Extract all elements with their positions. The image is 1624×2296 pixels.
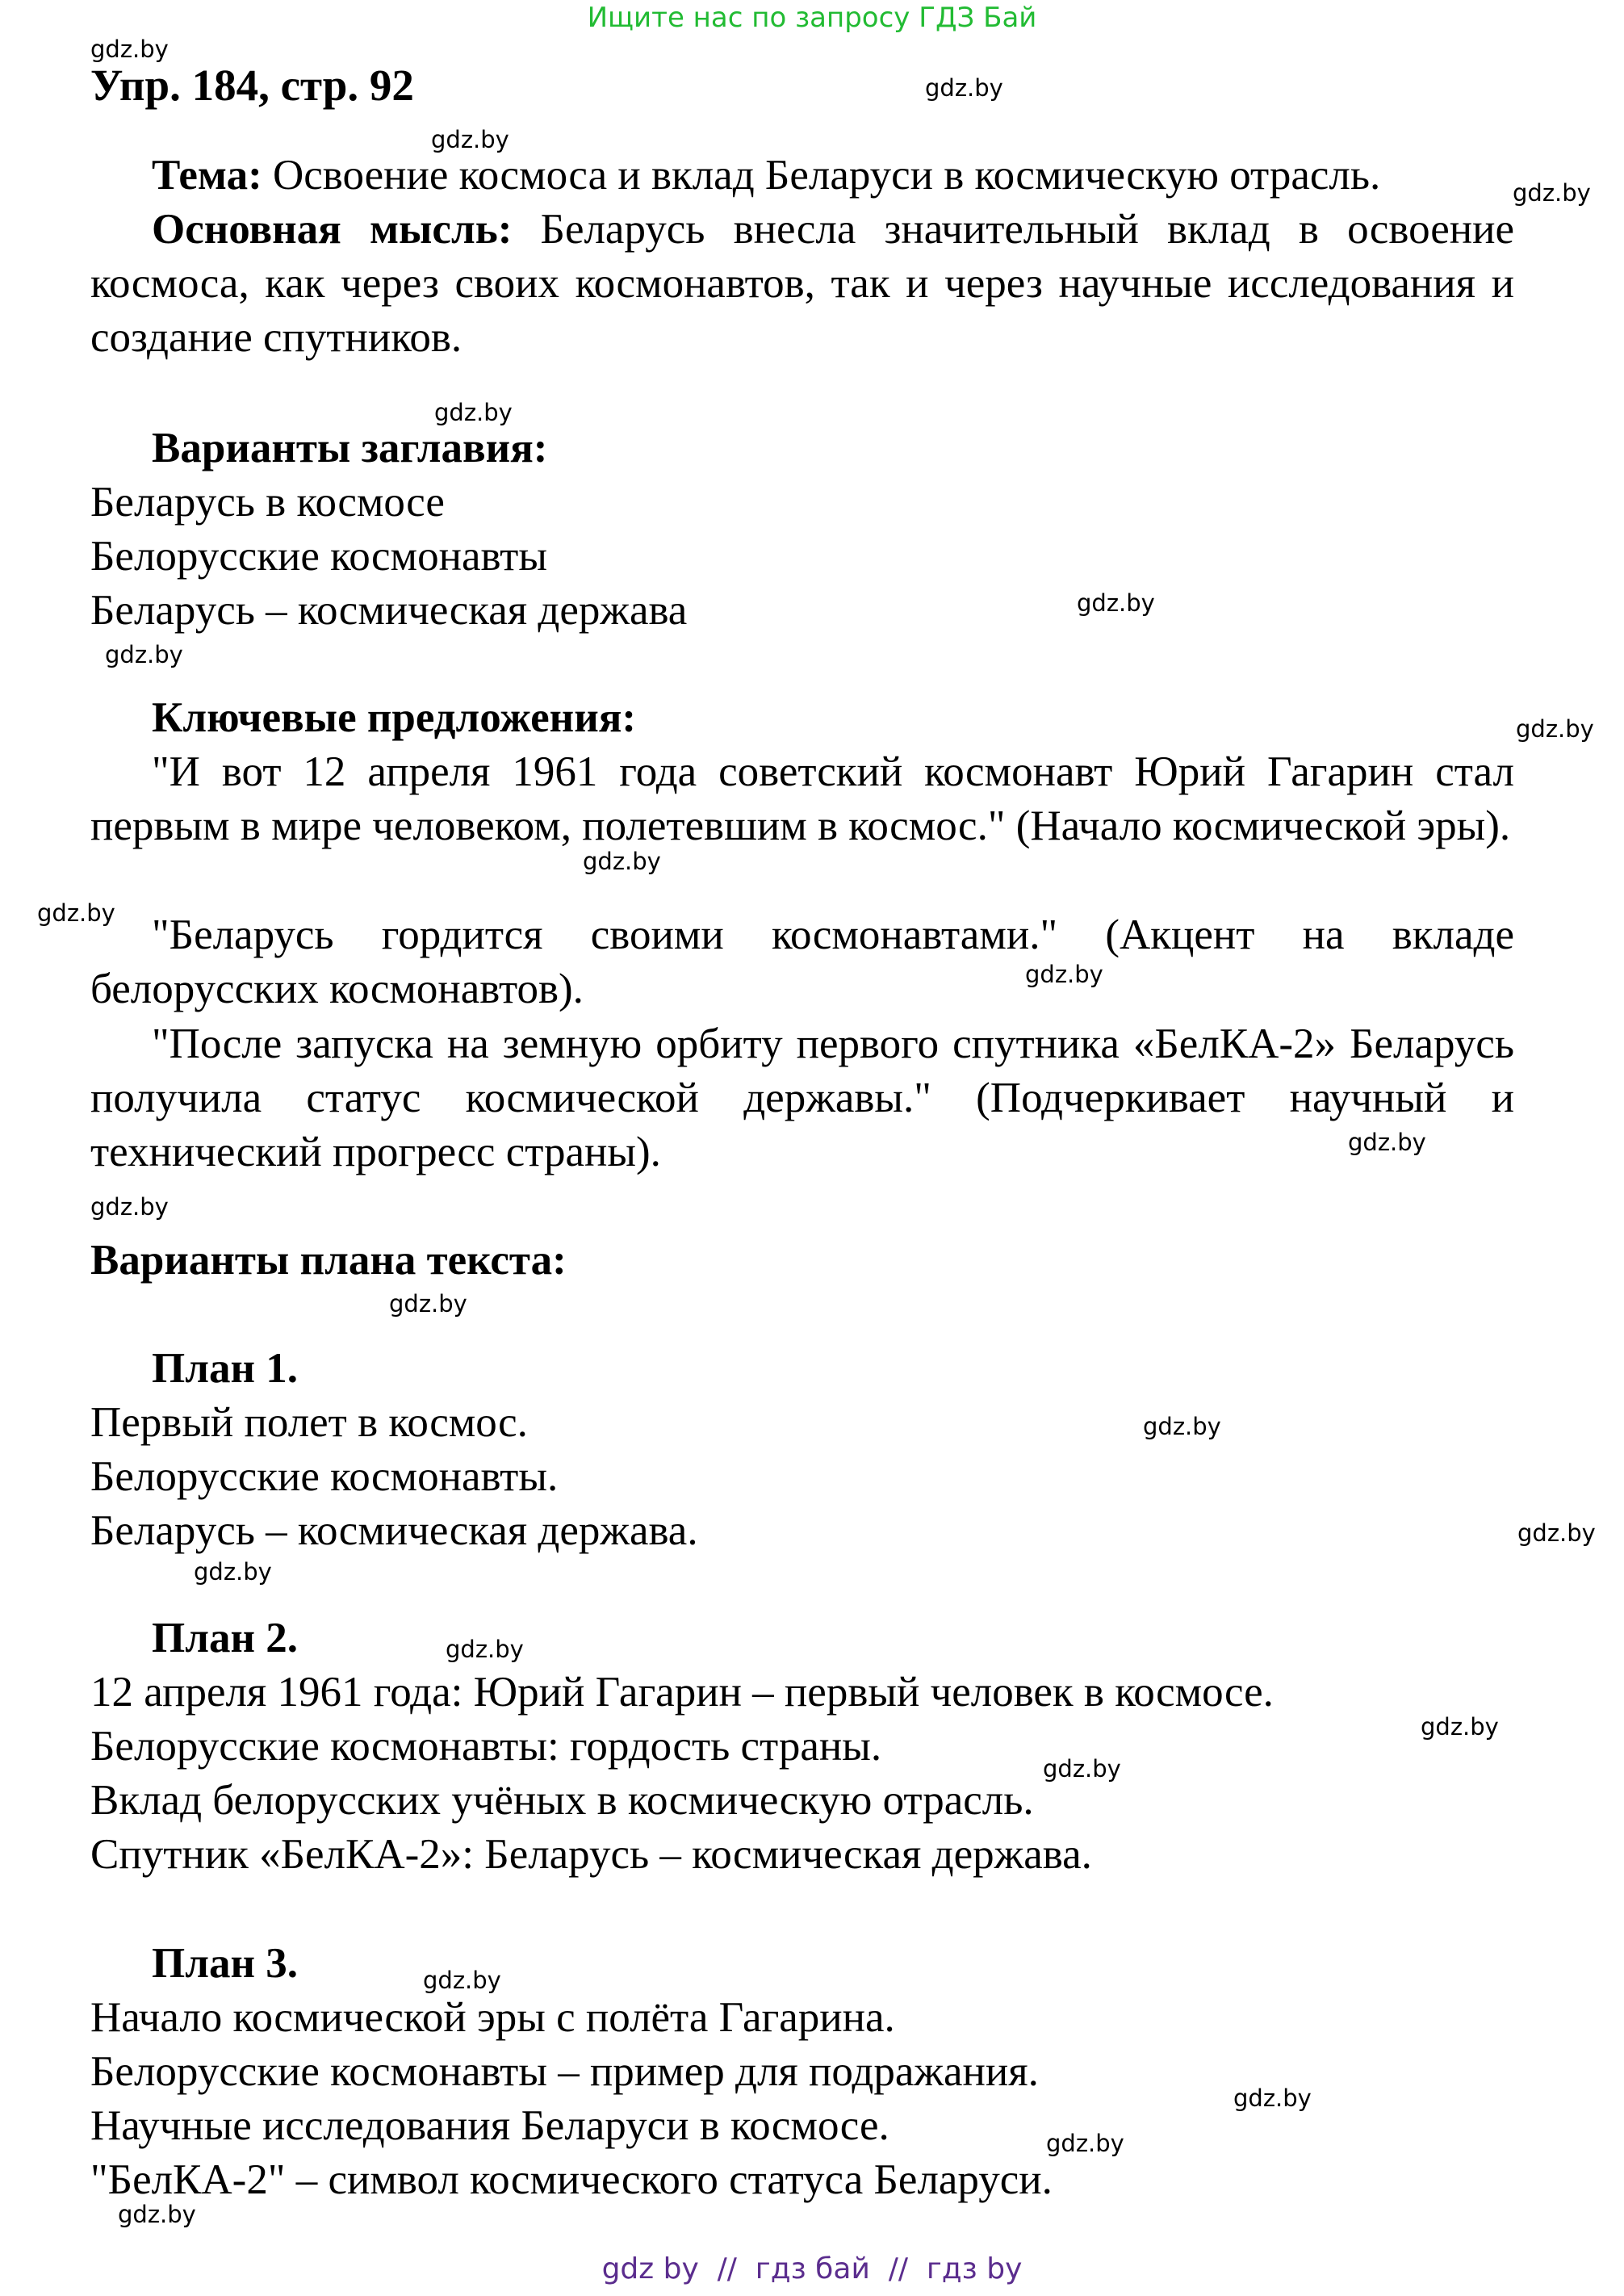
title-variant: Беларусь – космическая держава	[90, 587, 688, 634]
watermark: gdz.by	[1046, 2130, 1124, 2157]
main-idea-label: Основная мысль:	[152, 206, 513, 253]
plan-item: "БелКА-2" – символ космического статуса Беларуси.	[90, 2156, 1053, 2203]
plan-item: Спутник «БелКА-2»: Беларусь – космическая держава.	[90, 1831, 1092, 1878]
plan-title: План 3.	[152, 1940, 298, 1987]
main-idea-paragraph	[90, 203, 1514, 365]
plan-title: План 1.	[152, 1345, 298, 1392]
watermark: gdz.by	[90, 1193, 169, 1221]
watermark: gdz.by	[1348, 1129, 1426, 1156]
plan-item: Белорусские космонавты.	[90, 1453, 559, 1500]
watermark: gdz.by	[1143, 1413, 1221, 1440]
plan-item: Научные исследования Беларуси в космосе.	[90, 2102, 889, 2149]
plan-variants-label: Варианты плана текста:	[90, 1237, 567, 1284]
watermark: gdz.by	[1077, 589, 1155, 617]
watermark: gdz.by	[1421, 1713, 1499, 1741]
watermark: gdz.by	[583, 848, 661, 875]
plan-item: Начало космической эры с полёта Гагарина.	[90, 1994, 895, 2041]
watermark: gdz.by	[1233, 2084, 1312, 2112]
main-idea-text: Беларусь внесла значительный вклад в освоение космоса, как через своих космонавтов, так и через научные исследования и создание спутников.	[90, 206, 1514, 361]
plan-item: Белорусские космонавты: гордость страны.	[90, 1723, 882, 1770]
plan-item: Белорусские космонавты – пример для подражания.	[90, 2048, 1039, 2095]
key-sentences-label: Ключевые предложения:	[152, 694, 637, 741]
key-sentence: "И вот 12 апреля 1961 года советский космонавт Юрий Гагарин стал первым в мире человеком, полетевшим в космос." (Начало космической эры).	[90, 748, 1514, 849]
exercise-heading: Упр. 184, стр. 92	[90, 61, 414, 110]
watermark: gdz.by	[37, 899, 115, 927]
watermark: gdz.by	[389, 1290, 467, 1318]
watermark: gdz.by	[118, 2201, 196, 2228]
watermark: gdz.by	[1513, 179, 1591, 207]
plan-item: Вклад белорусских учёных в космическую отрасль.	[90, 1777, 1034, 1824]
watermark: gdz.by	[90, 36, 169, 63]
watermark: gdz.by	[1025, 961, 1103, 988]
topic-label: Тема:	[152, 152, 262, 199]
search-banner: Ищите нас по запросу ГДЗ Бай	[587, 2, 1037, 34]
title-variant: Белорусские космонавты	[90, 533, 547, 580]
topic-text: Освоение космоса и вклад Беларуси в космическую отрасль.	[262, 152, 1381, 199]
title-variants-label: Варианты заглавия:	[152, 425, 548, 471]
watermark: gdz.by	[423, 1967, 501, 1994]
topic-line	[90, 149, 1514, 203]
plan-title: План 2.	[152, 1615, 298, 1661]
watermark: gdz.by	[1517, 1519, 1596, 1547]
watermark: gdz.by	[434, 399, 513, 426]
plan-item: Первый полет в космос.	[90, 1399, 528, 1446]
plan-item: Беларусь – космическая держава.	[90, 1507, 698, 1554]
watermark: gdz.by	[1043, 1755, 1121, 1783]
key-sentence: "Беларусь гордится своими космонавтами." (Акцент на вкладе белорусских космонавтов).	[90, 911, 1514, 1012]
key-sentence: "После запуска на земную орбиту первого спутника «БелКА-2» Беларусь получила статус космической державы." (Подчеркивает научный и технический прогресс страны).	[90, 1020, 1514, 1175]
watermark: gdz.by	[1516, 715, 1594, 743]
watermark: gdz.by	[925, 74, 1003, 102]
watermark: gdz.by	[446, 1636, 524, 1663]
watermark: gdz.by	[194, 1558, 272, 1586]
watermark: gdz.by	[105, 641, 183, 668]
footer-links: gdz by // гдз бай // гдз by	[601, 2252, 1023, 2286]
title-variant: Беларусь в космосе	[90, 479, 445, 526]
watermark: gdz.by	[431, 126, 509, 153]
plan-item: 12 апреля 1961 года: Юрий Гагарин – первый человек в космосе.	[90, 1669, 1274, 1716]
